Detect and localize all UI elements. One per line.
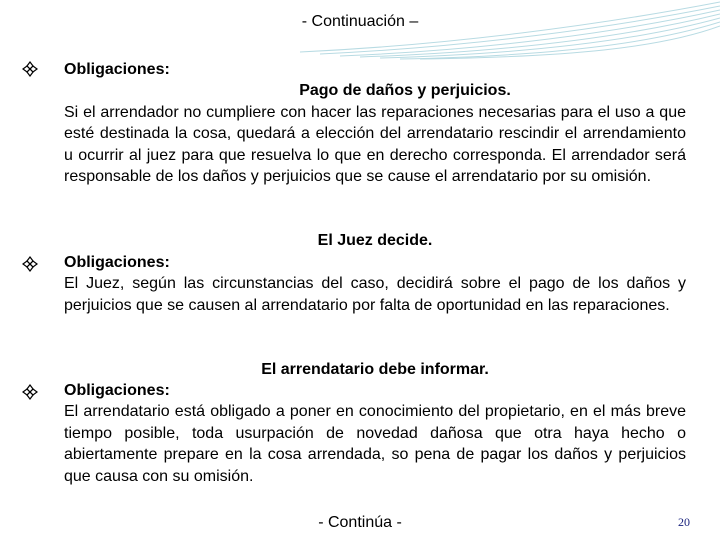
diamond-bullet-icon [22,256,38,272]
section-1 [64,59,686,187]
continue-label: - Continúa - [318,514,402,531]
section-heading: Obligaciones: [64,382,170,399]
section-body: Si el arrendador no cumpliere con hacer las reparaciones necesarias para el uso a que esté destinada la cosa, quedará a elección del arrendatario rescindir el arrendamiento u ocurrir al juez para que resuelva lo que en derecho corresponda. El arrendador será responsable de los daños y perjuicios que se cause el arrendatario por su omisión. [64,103,686,186]
page-number: 20 [678,515,690,529]
section-3-subheading-wrap [64,359,686,380]
section-heading: Obligaciones: [64,254,170,271]
section-2 [64,252,686,316]
section-body: El Juez, según las circunstancias del caso, decidirá sobre el pago de los daños y perjuicios que se causen al arrendatario por falta de oportunidad en las reparaciones. [64,275,686,314]
diamond-bullet-icon [22,384,38,400]
page-title: - Continuación – [301,13,419,30]
section-subheading: El arrendatario debe informar. [261,361,489,378]
section-heading: Obligaciones: [64,61,170,78]
section-subheading: El Juez decide. [317,232,433,249]
section-3 [64,380,686,487]
section-subheading: Pago de daños y perjuicios. [299,82,511,100]
diamond-bullet-icon [22,61,38,77]
section-body: El arrendatario está obligado a poner en conocimiento del propietario, en el más breve tiempo posible, toda usurpación de novedad dañosa que otra haya hecho o abiertamente prepare en la cosa arrendada, so pena de pagar los daños y perjuicios que causa con su omisión. [64,403,686,485]
section-2-subheading-wrap [64,230,686,251]
